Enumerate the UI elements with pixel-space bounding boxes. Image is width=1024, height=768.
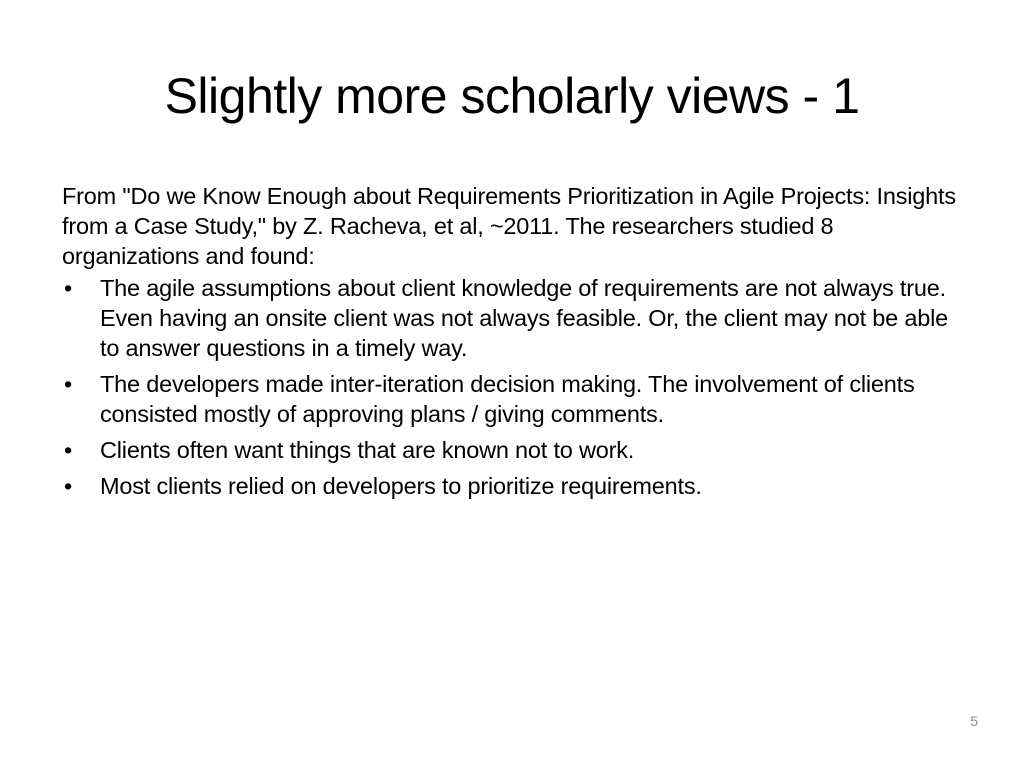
- bullet-text: The agile assumptions about client knowledge of requirements are not always true. Even having an onsite client was not always feasible. Or, the client may not be able to answer questions in a timely way.: [100, 275, 948, 361]
- bullet-text: The developers made inter-iteration decision making. The involvement of clients consisted mostly of approving plans / giving comments.: [100, 371, 915, 427]
- slide-title: Slightly more scholarly views - 1: [164, 68, 860, 124]
- bullet-icon: •: [64, 473, 73, 499]
- bullet-icon: •: [64, 371, 73, 397]
- intro-paragraph: From "Do we Know Enough about Requirements Prioritization in Agile Projects: Insights from a Case Study," by Z. Racheva, et al, ~2011. The researchers studied 8 organizations and found:: [62, 183, 956, 269]
- slide-body: [62, 181, 962, 507]
- bullet-item: [62, 471, 962, 501]
- bullet-list: [62, 273, 962, 501]
- bullet-item: [62, 435, 962, 465]
- slide-number: 5: [970, 713, 978, 729]
- bullet-text: Clients often want things that are known not to work.: [100, 437, 635, 463]
- bullet-text: Most clients relied on developers to prioritize requirements.: [100, 473, 702, 499]
- bullet-item: [62, 273, 962, 363]
- bullet-icon: •: [64, 437, 73, 463]
- bullet-icon: •: [64, 275, 73, 301]
- bullet-item: [62, 369, 962, 429]
